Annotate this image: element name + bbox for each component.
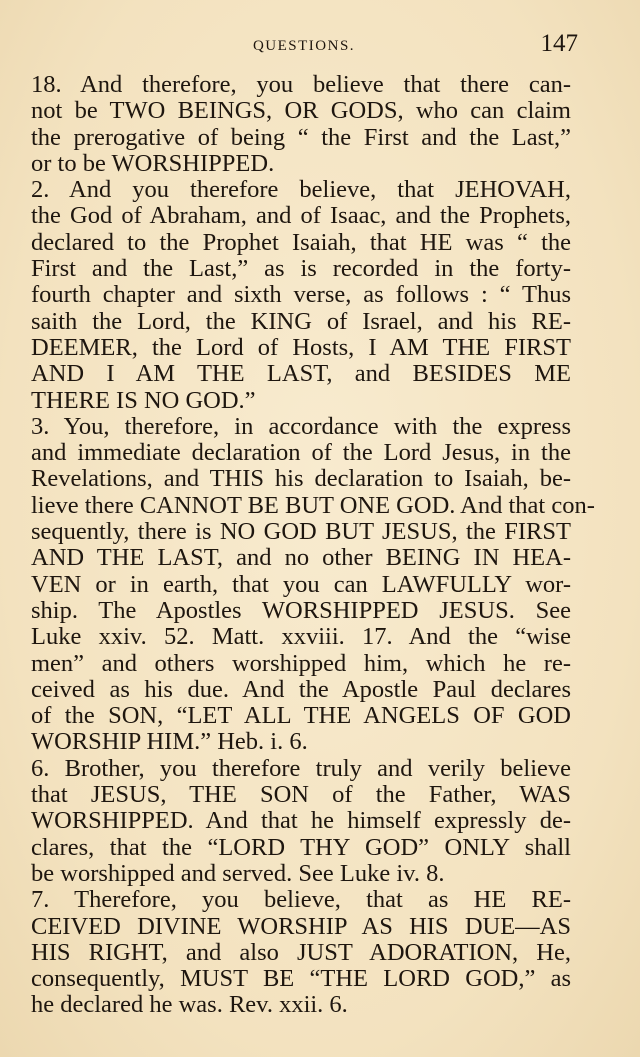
text-line: sequently, there is NO GOD BUT JESUS, the FIRST (31, 518, 571, 546)
text-line: men” and others worshipped him, which he re- (31, 649, 571, 677)
text-line: WORSHIPPED. And that he himself expressly de- (31, 807, 571, 835)
text-line: saith the Lord, the KING of Israel, and his RE- (31, 307, 571, 335)
text-line: he declared he was. Rev. xxii. 6. (31, 991, 348, 1019)
text-line: or to be WORSHIPPED. (31, 149, 275, 177)
text-line: AND THE LAST, and no other BEING IN HEA- (31, 544, 571, 572)
text-line: CEIVED DIVINE WORSHIP AS HIS DUE—AS (31, 912, 571, 940)
text-line: 7. Therefore, you believe, that as HE RE- (31, 886, 571, 914)
text-line: consequently, MUST BE “THE LORD GOD,” as (31, 965, 571, 993)
text-line: First and the Last,” as is recorded in the forty- (31, 255, 571, 283)
body-text (31, 71, 595, 1019)
text-line: WORSHIP HIM.” Heb. i. 6. (31, 728, 308, 756)
text-line: declared to the Prophet Isaiah, that HE was “ the (31, 228, 571, 256)
text-line: 6. Brother, you therefore truly and verily believe (31, 754, 571, 782)
text-line: 18. And therefore, you believe that there can- (31, 71, 571, 98)
text-line: that JESUS, THE SON of the Father, WAS (31, 781, 571, 809)
text-line: the God of Abraham, and of Isaac, and the Prophets, (31, 202, 571, 230)
text-line: ship. The Apostles WORSHIPPED JESUS. See (31, 596, 571, 624)
text-line: fourth chapter and sixth verse, as follows : “ Thus (31, 281, 571, 309)
page-header (30, 30, 578, 64)
text-line: clares, that the “LORD THY GOD” ONLY shall (31, 833, 571, 861)
text-line: Luke xxiv. 52. Matt. xxviii. 17. And the “wise (31, 623, 571, 651)
text-line: Revelations, and THIS his declaration to Isaiah, be- (31, 465, 571, 493)
text-line: ceived as his due. And the Apostle Paul declares (31, 675, 571, 703)
text-line: 3. You, therefore, in accordance with the express (31, 412, 571, 440)
text-line: the prerogative of being “ the First and the Last,” (31, 123, 571, 151)
text-line: AND I AM THE LAST, and BESIDES ME (31, 360, 571, 388)
text-line: DEEMER, the Lord of Hosts, I AM THE FIRST (31, 333, 571, 361)
text-line: and immediate declaration of the Lord Jesus, in the (31, 439, 571, 467)
text-line: lieve there CANNOT BE BUT ONE GOD. And that con- (31, 491, 595, 519)
text-line: not be TWO BEINGS, OR GODS, who can claim (31, 97, 571, 125)
text-line: of the SON, “LET ALL THE ANGELS OF GOD (31, 702, 571, 730)
running-head: QUESTIONS. (252, 38, 356, 54)
text-line: 2. And you therefore believe, that JEHOVAH, (31, 176, 571, 204)
text-line: HIS RIGHT, and also JUST ADORATION, He, (31, 938, 571, 966)
text-line: THERE IS NO GOD.” (31, 386, 256, 414)
text-line: be worshipped and served. See Luke iv. 8. (31, 859, 445, 887)
page-number: 147 (540, 30, 578, 57)
text-line: VEN or in earth, that you can LAWFULLY wor- (31, 570, 571, 598)
